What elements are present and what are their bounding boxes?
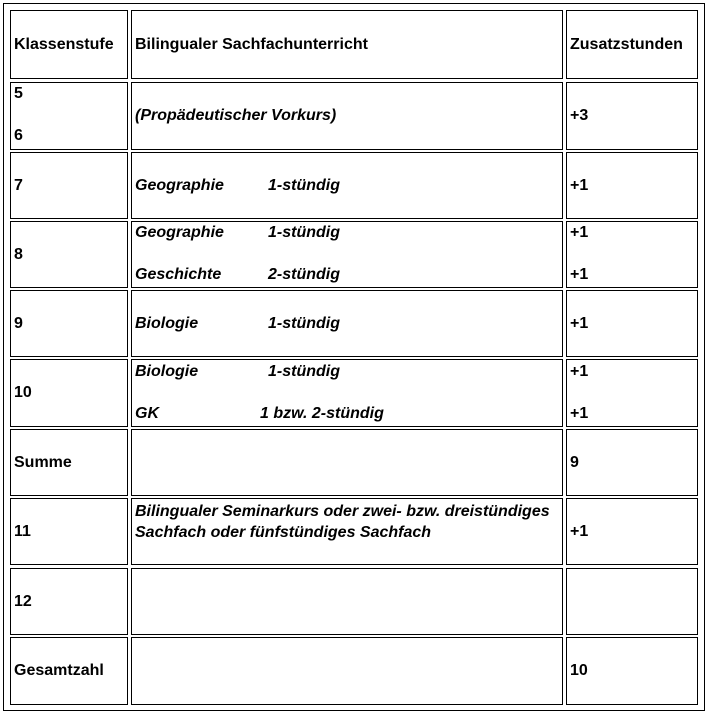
subject-cell-row-12 — [131, 568, 563, 635]
subject-cell-row-8 — [131, 221, 563, 288]
grade-10: 10 — [14, 384, 32, 401]
hours-value: +1 — [570, 363, 589, 380]
header-klassenstufe — [10, 10, 128, 79]
subject-geographie: Geographie — [135, 224, 224, 241]
grade-6: 6 — [14, 127, 23, 144]
hours-value: +1 — [570, 522, 589, 540]
frequency-1-bzw-2-stuendig: 1 bzw. 2-stündig — [260, 405, 384, 422]
grade-12: 12 — [14, 592, 32, 610]
table-row-grade-11 — [10, 498, 128, 565]
frequency-1-stuendig: 1-stündig — [268, 363, 340, 380]
header-bilingualer-sachfachunterricht — [131, 10, 563, 79]
grade-7: 7 — [14, 176, 23, 194]
subject-line-geographie — [135, 223, 340, 243]
grade-5: 5 — [14, 85, 23, 102]
subject-line-gk — [135, 404, 384, 424]
subject-biologie: Biologie — [135, 363, 199, 380]
frequency-1-stuendig: 1-stündig — [268, 176, 340, 194]
hours-value: +1 — [570, 405, 589, 422]
frequency-1-stuendig: 1-stündig — [268, 224, 340, 241]
hours-cell-row-11 — [566, 498, 698, 565]
subject-line-biologie — [135, 362, 340, 382]
subject-cell-gesamtzahl — [131, 637, 563, 705]
subject-cell-row-5-6 — [131, 82, 563, 150]
hours-value: +1 — [570, 176, 589, 194]
header-zusatzstunden — [566, 10, 698, 79]
table-row-grade-12 — [10, 568, 128, 635]
header-klassenstufe-text: Klassenstufe — [14, 35, 114, 53]
hours-value: +1 — [570, 224, 589, 241]
frequency-2-stuendig: 2-stündig — [268, 266, 340, 283]
subject-line-geschichte — [135, 265, 340, 285]
gesamtzahl-value: 10 — [570, 662, 588, 679]
hours-cell-summe — [566, 429, 698, 496]
subject-cell-summe — [131, 429, 563, 496]
subject-geschichte: Geschichte — [135, 266, 222, 283]
hours-cell-row-8 — [566, 221, 698, 288]
hours-cell-row-12 — [566, 568, 698, 635]
table-row-summe — [10, 429, 128, 496]
hours-cell-row-9 — [566, 290, 698, 357]
hours-cell-row-7 — [566, 152, 698, 219]
table-row-grade-7 — [10, 152, 128, 219]
summe-value: 9 — [570, 453, 579, 471]
subject-gk: GK — [135, 405, 159, 422]
subject-propaedeutischer-vorkurs: (Propädeutischer Vorkurs) — [135, 107, 337, 124]
hours-cell-row-10 — [566, 359, 698, 427]
grade-8: 8 — [14, 245, 23, 263]
header-zusatzstunden-text: Zusatzstunden — [570, 35, 683, 53]
frequency-1-stuendig: 1-stündig — [268, 314, 340, 332]
table-row-grade-9 — [10, 290, 128, 357]
subject-cell-row-11 — [131, 498, 563, 565]
subject-biologie: Biologie — [135, 314, 199, 332]
subject-cell-row-9 — [131, 290, 563, 357]
grade-9: 9 — [14, 314, 23, 332]
table-row-grade-8 — [10, 221, 128, 288]
hours-value: +1 — [570, 314, 589, 332]
table-row-grade-10 — [10, 359, 128, 427]
summe-label: Summe — [14, 453, 72, 471]
header-sachfach-text: Bilingualer Sachfachunterricht — [135, 35, 368, 53]
hours-value: +1 — [570, 266, 589, 283]
subject-seminarkurs: Bilingualer Seminarkurs oder zwei- bzw. dreistündiges Sachfach oder fünfstündiges Sachfach — [135, 503, 550, 541]
subject-cell-row-7 — [131, 152, 563, 219]
hours-cell-row-5-6 — [566, 82, 698, 150]
hours-value: +3 — [570, 107, 589, 124]
subject-geographie: Geographie — [135, 176, 224, 194]
grade-11: 11 — [14, 522, 31, 540]
gesamtzahl-label: Gesamtzahl — [14, 662, 104, 679]
subject-cell-row-10 — [131, 359, 563, 427]
table-row-grade-5-6 — [10, 82, 128, 150]
table-row-gesamtzahl — [10, 637, 128, 705]
hours-cell-gesamtzahl — [566, 637, 698, 705]
